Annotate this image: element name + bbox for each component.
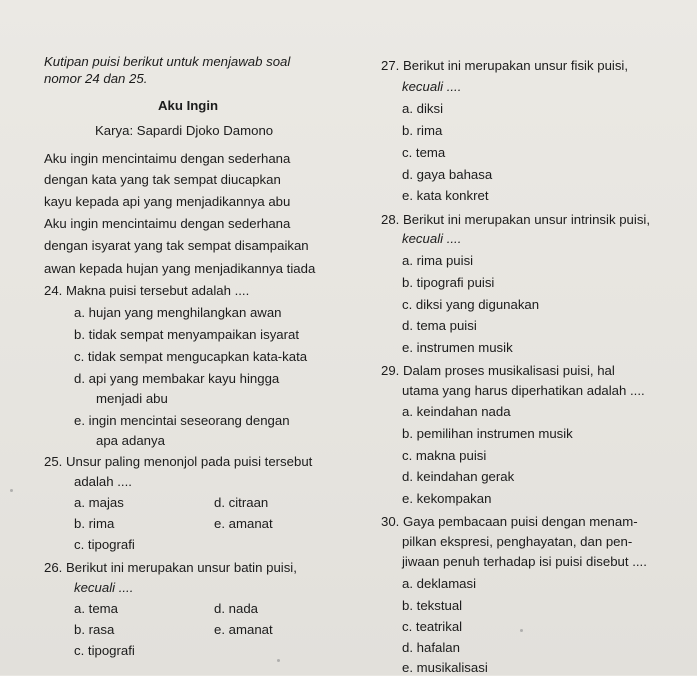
q27-option-a[interactable]: a. diksi (402, 101, 444, 116)
q29-option-a[interactable]: a. keindahan nada (402, 404, 511, 419)
q29-option-b[interactable]: b. pemilihan instrumen musik (402, 426, 573, 441)
q28-option-a[interactable]: a. rima puisi (402, 253, 474, 268)
poem-line: awan kepada hujan yang menjadikannya tiada (44, 261, 316, 276)
q26-option-a[interactable]: a. tema (74, 601, 118, 616)
q26-option-d[interactable]: d. nada (214, 601, 258, 616)
question-27-stem: 27. Berikut ini merupakan unsur fisik puisi, (381, 58, 629, 73)
poem-author: Karya: Sapardi Djoko Damono (95, 123, 274, 138)
question-24-stem: 24. Makna puisi tersebut adalah .... (44, 283, 250, 298)
print-speck (520, 629, 523, 632)
question-25-stem-cont: adalah .... (74, 474, 132, 489)
question-30-stem-cont: pilkan ekspresi, penghayatan, dan pen- (402, 534, 633, 549)
poem-line: Aku ingin mencintaimu dengan sederhana (44, 151, 291, 166)
q30-option-a[interactable]: a. deklamasi (402, 576, 477, 591)
q25-option-b[interactable]: b. rima (74, 516, 115, 531)
q25-option-e[interactable]: e. amanat (214, 516, 273, 531)
poem-line: kayu kepada api yang menjadikannya abu (44, 194, 291, 209)
q30-option-b[interactable]: b. tekstual (402, 598, 463, 613)
q29-option-e[interactable]: e. kekompakan (402, 491, 492, 506)
poem-line: dengan kata yang tak sempat diucapkan (44, 172, 281, 187)
q24-option-e[interactable]: e. ingin mencintai seseorang dengan (74, 413, 290, 428)
question-30-stem: 30. Gaya pembacaan puisi dengan menam- (381, 514, 638, 529)
question-29-stem-cont: utama yang harus diperhatikan adalah .... (402, 383, 645, 398)
question-26-stem-cont: kecuali .... (74, 580, 134, 595)
q25-option-a[interactable]: a. majas (74, 495, 124, 510)
q29-option-d[interactable]: d. keindahan gerak (402, 469, 515, 484)
q28-option-c[interactable]: c. diksi yang digunakan (402, 297, 540, 312)
print-speck (277, 659, 280, 662)
q26-option-e[interactable]: e. amanat (214, 622, 273, 637)
q25-option-c[interactable]: c. tipografi (74, 537, 135, 552)
q26-option-c[interactable]: c. tipografi (74, 643, 135, 658)
q29-option-c[interactable]: c. makna puisi (402, 448, 487, 463)
q24-option-d[interactable]: d. api yang membakar kayu hingga (74, 371, 280, 386)
question-25-stem: 25. Unsur paling menonjol pada puisi tersebut (44, 454, 313, 469)
q24-option-a[interactable]: a. hujan yang menghilangkan awan (74, 305, 282, 320)
q25-option-d[interactable]: d. citraan (214, 495, 269, 510)
q30-option-c[interactable]: c. teatrikal (402, 619, 463, 634)
print-speck (10, 489, 13, 492)
q24-option-e-cont: apa adanya (96, 433, 165, 448)
q28-option-d[interactable]: d. tema puisi (402, 318, 477, 333)
q24-option-d-cont: menjadi abu (96, 391, 168, 406)
q30-option-d[interactable]: d. hafalan (402, 640, 460, 655)
question-28-stem-cont: kecuali .... (402, 231, 462, 246)
q24-option-b[interactable]: b. tidak sempat menyampaikan isyarat (74, 327, 300, 342)
q28-option-e[interactable]: e. instrumen musik (402, 340, 513, 355)
question-28-stem: 28. Berikut ini merupakan unsur intrinsik puisi, (381, 212, 651, 227)
q27-option-d[interactable]: d. gaya bahasa (402, 167, 493, 182)
intro-line-1: Kutipan puisi berikut untuk menjawab soal (44, 54, 291, 69)
q27-option-b[interactable]: b. rima (402, 123, 443, 138)
q24-option-c[interactable]: c. tidak sempat mengucapkan kata-kata (74, 349, 308, 364)
q30-option-e[interactable]: e. musikalisasi (402, 660, 488, 675)
poem-line: dengan isyarat yang tak sempat disampaikan (44, 238, 309, 253)
question-30-stem-cont-2: jiwaan penuh terhadap isi puisi disebut .... (402, 554, 647, 569)
q27-option-e[interactable]: e. kata konkret (402, 188, 489, 203)
question-27-stem-cont: kecuali .... (402, 79, 462, 94)
q26-option-b[interactable]: b. rasa (74, 622, 115, 637)
poem-line: Aku ingin mencintaimu dengan sederhana (44, 216, 291, 231)
q27-option-c[interactable]: c. tema (402, 145, 446, 160)
intro-line-2: nomor 24 dan 25. (44, 71, 148, 86)
q28-option-b[interactable]: b. tipografi puisi (402, 275, 495, 290)
question-29-stem: 29. Dalam proses musikalisasi puisi, hal (381, 363, 615, 378)
poem-title: Aku Ingin (158, 98, 219, 113)
question-26-stem: 26. Berikut ini merupakan unsur batin puisi, (44, 560, 297, 575)
